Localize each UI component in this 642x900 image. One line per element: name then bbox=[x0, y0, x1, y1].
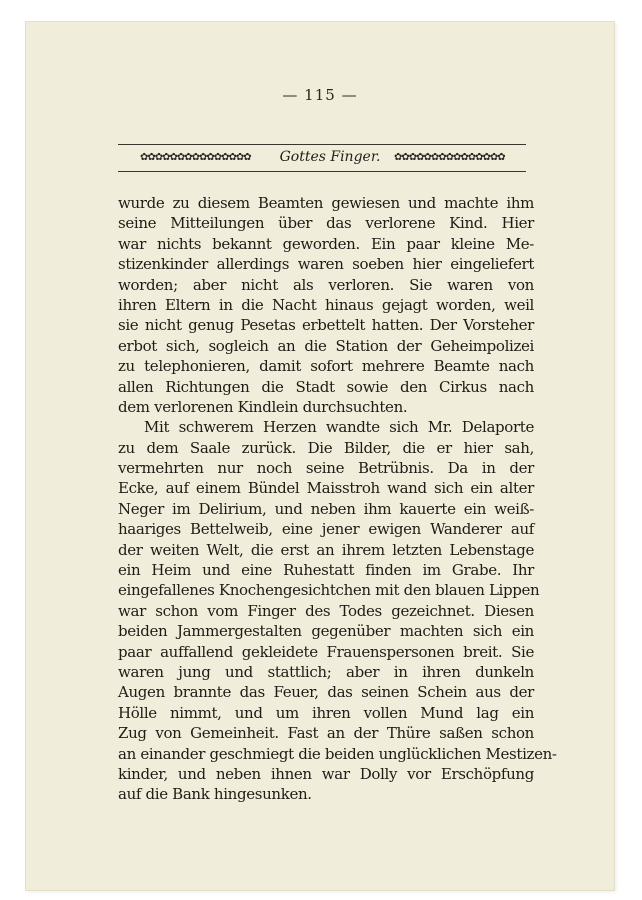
text-line: der weiten Welt, die erst an ihrem letzten Lebenstage bbox=[118, 540, 534, 559]
text-line: allen Richtungen die Stadt sowie den Cirkus nach bbox=[118, 377, 534, 396]
text-line: ihren Eltern in die Nacht hinaus gejagt worden, weil bbox=[118, 295, 534, 314]
text-line: eingefallenes Knochengesichtchen mit den blauen Lippen bbox=[118, 581, 540, 600]
text-line: kinder, und neben ihnen war Dolly vor Erschöpfung bbox=[118, 764, 534, 783]
header-rule-bottom bbox=[118, 171, 526, 172]
running-header bbox=[118, 144, 526, 174]
text-line: war nichts bekannt geworden. Ein paar kleine Me- bbox=[118, 234, 534, 253]
ornament-right: ✿✿✿✿✿✿✿✿✿✿✿✿✿✿✿ bbox=[394, 152, 505, 163]
book-page bbox=[26, 22, 614, 890]
text-line: auf die Bank hingesunken. bbox=[118, 785, 312, 804]
text-line: worden; aber nicht als verloren. Sie waren von bbox=[118, 275, 534, 294]
ornament-left: ✿✿✿✿✿✿✿✿✿✿✿✿✿✿✿ bbox=[140, 152, 251, 163]
text-line: vermehrten nur noch seine Betrübnis. Da in der bbox=[118, 459, 534, 478]
text-line: zu telephonieren, damit sofort mehrere Beamte nach bbox=[118, 357, 534, 376]
text-line: erbot sich, sogleich an die Station der Geheimpolizei bbox=[118, 336, 534, 355]
text-line: ein Heim und eine Ruhestatt finden im Grabe. Ihr bbox=[118, 561, 534, 580]
text-line: Mit schwerem Herzen wandte sich Mr. Delaporte bbox=[144, 418, 534, 437]
text-line: stizenkinder allerdings waren soeben hier eingeliefert bbox=[118, 255, 534, 274]
text-line: paar auffallend gekleidete Frauenspersonen breit. Sie bbox=[118, 642, 534, 661]
text-line: Ecke, auf einem Bündel Maisstroh wand sich ein alter bbox=[118, 479, 534, 498]
text-line: Augen brannte das Feuer, das seinen Schein aus der bbox=[118, 683, 534, 702]
text-line: Hölle nimmt, und um ihren vollen Mund lag ein bbox=[118, 703, 534, 722]
text-line: war schon vom Finger des Todes gezeichnet. Diesen bbox=[118, 601, 534, 620]
header-rule-top bbox=[118, 144, 526, 145]
text-line: dem verlorenen Kindlein durchsuchten. bbox=[118, 397, 408, 416]
text-line: waren jung und stattlich; aber in ihren dunkeln bbox=[118, 662, 534, 681]
text-line: sie nicht genug Pesetas erbettelt hatten. Der Vorsteher bbox=[118, 316, 534, 335]
text-line: an einander geschmiegt die beiden unglücklichen Mestizen- bbox=[118, 744, 557, 763]
text-line: Zug von Gemeinheit. Fast an der Thüre saßen schon bbox=[118, 724, 534, 743]
text-line: Neger im Delirium, und neben ihm kauerte ein weiß- bbox=[118, 499, 534, 518]
body-text bbox=[118, 193, 557, 805]
text-line: zu dem Saale zurück. Die Bilder, die er hier sah, bbox=[118, 438, 534, 457]
text-line: wurde zu diesem Beamten gewiesen und machte ihm bbox=[118, 194, 534, 212]
page-number: — 115 — bbox=[282, 86, 358, 104]
text-line: haariges Bettelweib, eine jener ewigen Wanderer auf bbox=[118, 520, 534, 539]
text-line: beiden Jammergestalten gegenüber machten sich ein bbox=[118, 622, 534, 641]
text-line: seine Mitteilungen über das verlorene Kind. Hier bbox=[118, 214, 534, 233]
running-title: Gottes Finger. bbox=[279, 149, 381, 165]
